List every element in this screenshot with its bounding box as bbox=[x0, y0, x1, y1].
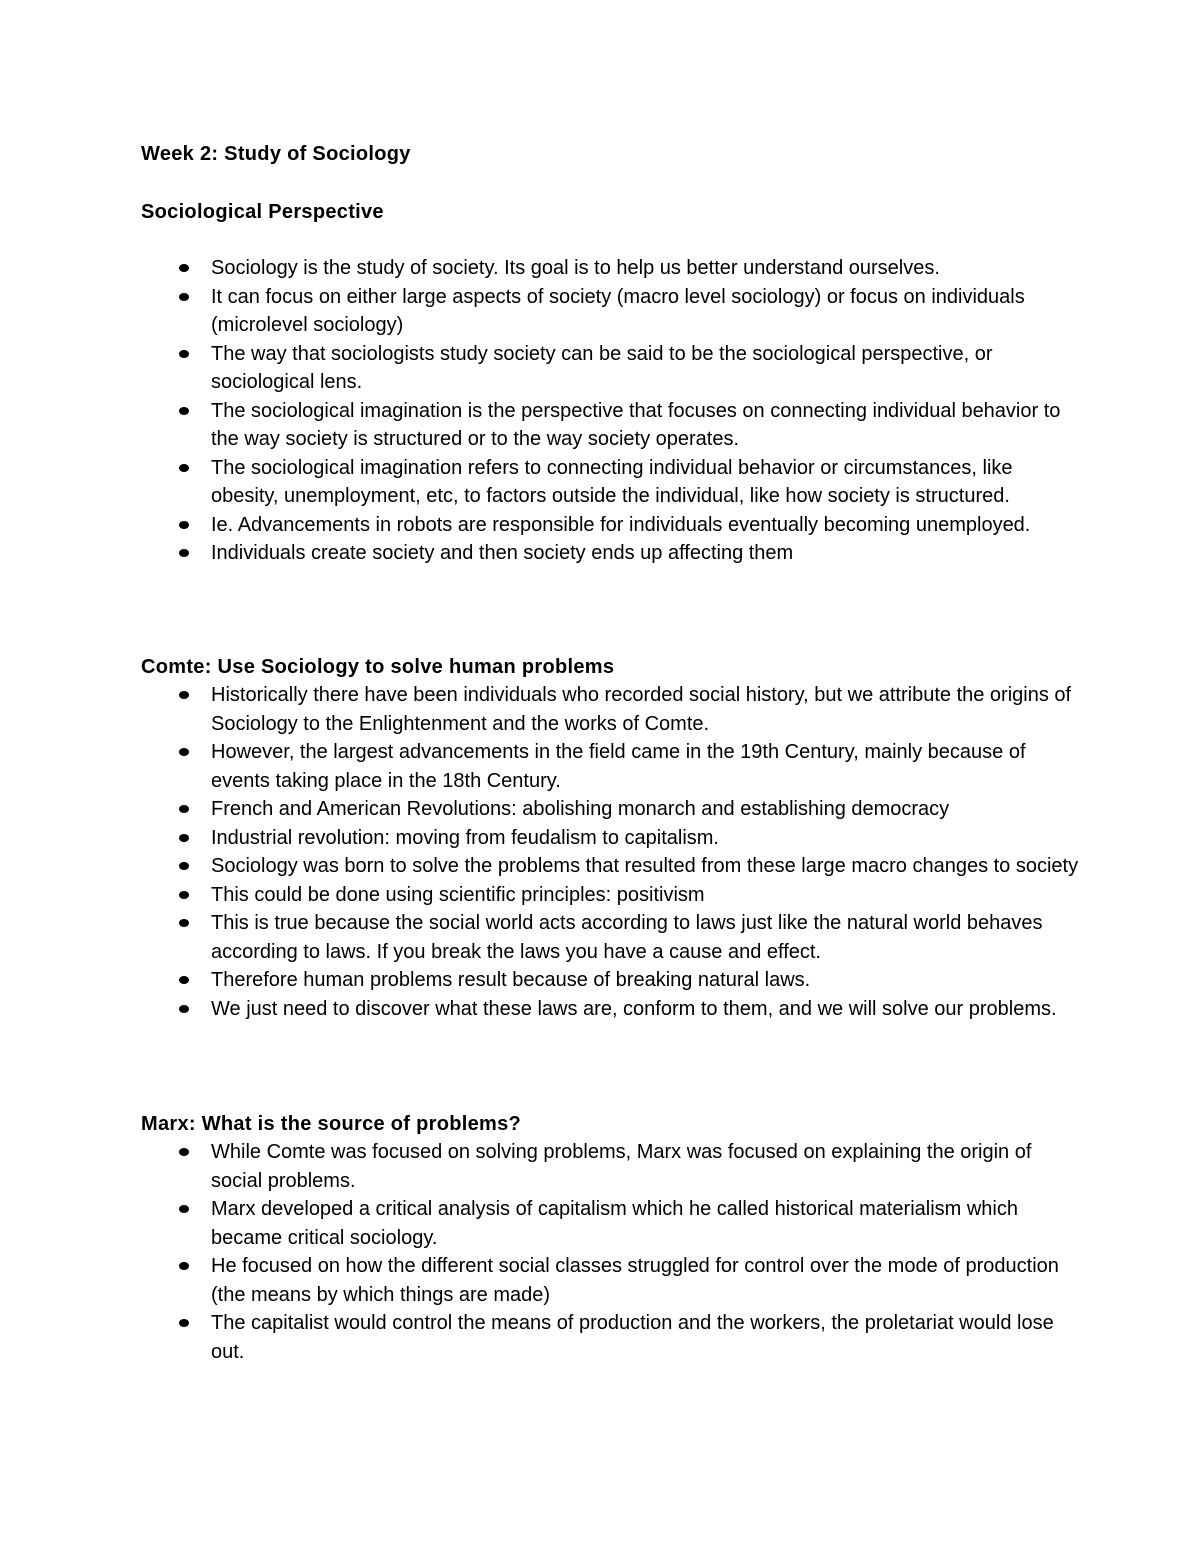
list-item-text: The sociological imagination refers to connecting individual behavior or circumstances, like obesity, unemployment, etc, to factors outside the individual, like how society is structured. bbox=[211, 456, 1013, 507]
list-item bbox=[141, 966, 1081, 995]
list-item bbox=[141, 824, 1081, 853]
list-item bbox=[141, 454, 1081, 511]
list-item bbox=[141, 738, 1081, 795]
list-item-text: It can focus on either large aspects of society (macro level sociology) or focus on individuals (microlevel sociology) bbox=[211, 285, 1025, 336]
list-item bbox=[141, 795, 1081, 824]
list-item bbox=[141, 1195, 1081, 1252]
list-item bbox=[141, 1138, 1081, 1195]
list-item-text: French and American Revolutions: abolishing monarch and establishing democracy bbox=[211, 798, 950, 820]
list-item-text: However, the largest advancements in the field came in the 19th Century, mainly because of events taking place in the 18th Century. bbox=[211, 741, 1026, 792]
list-item bbox=[141, 909, 1081, 966]
bullet-icon bbox=[179, 264, 189, 272]
section-comte bbox=[141, 653, 1081, 1023]
list-item-text: This is true because the social world acts according to laws just like the natural world behaves according to laws. If you break the laws you have a cause and effect. bbox=[211, 912, 1043, 963]
list-item-text: Marx developed a critical analysis of capitalism which he called historical materialism which became critical sociology. bbox=[211, 1198, 1018, 1249]
list-item-text: While Comte was focused on solving problems, Marx was focused on explaining the origin of social problems. bbox=[211, 1141, 1032, 1192]
section-heading: Comte: Use Sociology to solve human problems bbox=[141, 656, 615, 678]
list-item-text: Sociology is the study of society. Its goal is to help us better understand ourselves. bbox=[211, 257, 940, 279]
list-item-text: This could be done using scientific principles: positivism bbox=[211, 883, 705, 906]
list-item-text: Therefore human problems result because of breaking natural laws. bbox=[211, 969, 811, 991]
list-item bbox=[141, 852, 1081, 881]
list-item bbox=[141, 1309, 1081, 1366]
list-item bbox=[141, 539, 1081, 568]
bullet-icon bbox=[179, 919, 189, 927]
bullet-icon bbox=[179, 1262, 189, 1270]
document-title: Week 2: Study of Sociology bbox=[141, 143, 411, 165]
list-item-text: The capitalist would control the means of production and the workers, the proletariat would lose out. bbox=[211, 1312, 1054, 1363]
list-item bbox=[141, 1252, 1081, 1309]
list-item-text: The way that sociologists study society can be said to be the sociological perspective, or sociological lens. bbox=[211, 342, 993, 393]
bullet-icon bbox=[179, 1319, 189, 1327]
list-item-text: The sociological imagination is the perspective that focuses on connecting individual behavior to the way society is structured or to the way society operates. bbox=[211, 399, 1061, 450]
list-item bbox=[141, 340, 1081, 397]
list-item bbox=[141, 995, 1081, 1024]
list-item-text: He focused on how the different social classes struggled for control over the mode of production (the means by which things are made) bbox=[211, 1255, 1059, 1306]
bullet-icon bbox=[179, 293, 189, 301]
bullet-icon bbox=[179, 1005, 189, 1013]
list-item bbox=[141, 511, 1081, 540]
bullet-icon bbox=[179, 464, 189, 472]
list-item-text: We just need to discover what these laws are, conform to them, and we will solve our problems. bbox=[211, 997, 1057, 1020]
list-item bbox=[141, 881, 1081, 910]
bullet-icon bbox=[179, 691, 189, 699]
bullet-icon bbox=[179, 862, 189, 870]
list-item-text: Individuals create society and then society ends up affecting them bbox=[211, 542, 794, 564]
bullet-list bbox=[141, 681, 1081, 1023]
bullet-icon bbox=[179, 521, 189, 529]
bullet-icon bbox=[179, 350, 189, 358]
bullet-icon bbox=[179, 891, 189, 899]
section-heading: Sociological Perspective bbox=[141, 201, 384, 223]
section-marx bbox=[141, 1110, 1081, 1366]
list-item bbox=[141, 397, 1081, 454]
section-heading: Marx: What is the source of problems? bbox=[141, 1113, 522, 1135]
list-item-text: Ie. Advancements in robots are responsible for individuals eventually becoming unemployed. bbox=[211, 513, 1031, 536]
bullet-icon bbox=[179, 407, 189, 415]
bullet-icon bbox=[179, 1205, 189, 1213]
list-item-text: Sociology was born to solve the problems that resulted from these large macro changes to society bbox=[211, 855, 1079, 877]
list-item-text: Industrial revolution: moving from feudalism to capitalism. bbox=[211, 826, 719, 849]
bullet-icon bbox=[179, 834, 189, 842]
list-item bbox=[141, 681, 1081, 738]
bullet-icon bbox=[179, 976, 189, 984]
bullet-icon bbox=[179, 748, 189, 756]
section-sociological-perspective bbox=[141, 198, 1081, 568]
list-item-text: Historically there have been individuals who recorded social history, but we attribute the origins of Sociology to the Enlightenment and the works of Comte. bbox=[211, 684, 1072, 735]
list-item bbox=[141, 254, 1081, 283]
list-item bbox=[141, 283, 1081, 340]
bullet-list bbox=[141, 254, 1081, 568]
bullet-list bbox=[141, 1138, 1081, 1366]
bullet-icon bbox=[179, 805, 189, 813]
bullet-icon bbox=[179, 1148, 189, 1156]
bullet-icon bbox=[179, 549, 189, 557]
